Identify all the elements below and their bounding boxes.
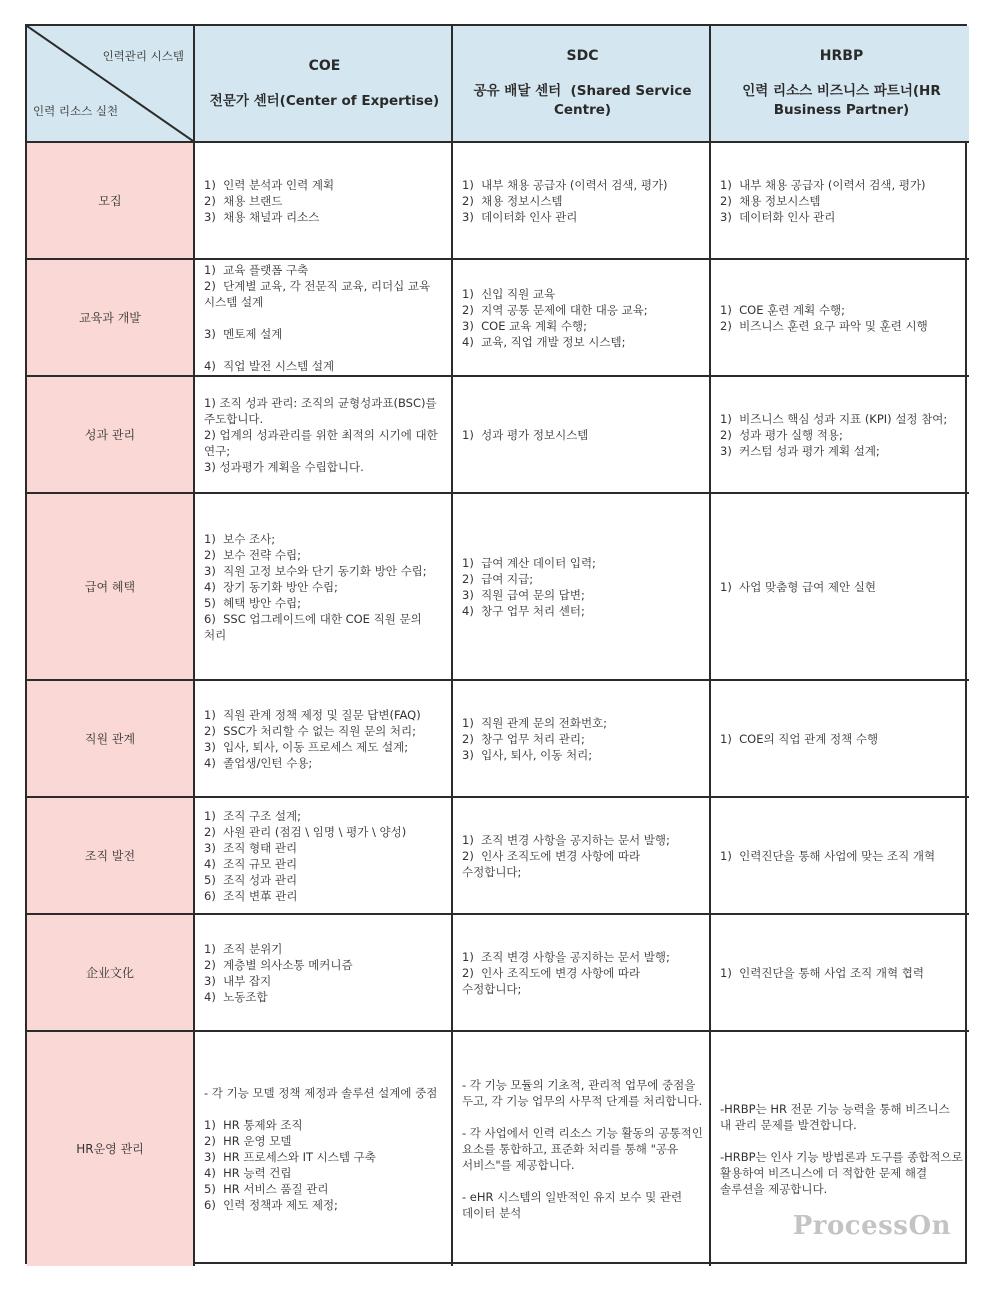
cell-corporate-culture-coe: 1) 조직 분위기 2) 계층별 의사소통 메커니즘 3) 내부 잡지 4) 노동조합 (195, 915, 453, 1032)
cell-employee-relations-sdc: 1) 직원 관계 문의 전화번호; 2) 창구 업무 처리 관리; 3) 입사, 퇴사, 이동 처리; (453, 681, 711, 798)
cell-hr-operations-coe: - 각 기능 모델 정책 제정과 솔루션 설계에 중점 1) HR 통제와 조직 2) HR 운영 모델 3) HR 프로세스와 IT 시스템 구축 4) HR 능력 건립 5) HR 서비스 품질 관리 6) 인력 정책과 제도 제정; (195, 1032, 453, 1266)
row-header-performance: 성과 관리 (27, 377, 195, 494)
column-header-hrbp (711, 26, 969, 143)
cell-performance-coe: 1) 조직 성과 관리: 조직의 균형성과표(BSC)를 주도합니다. 2) 업계의 성과관리를 위한 최적의 시기에 대한 연구; 3) 성과평가 계획을 수립합니다. (195, 377, 453, 494)
corner-header-cell (27, 26, 195, 143)
cell-org-development-coe: 1) 조직 구조 설계; 2) 사원 관리 (점검 \ 임명 \ 평가 \ 양성) 3) 조직 형태 관리 4) 조직 규모 관리 5) 조직 성과 관리 6) 조직 변革 관리 (195, 798, 453, 915)
cell-corporate-culture-sdc: 1) 조직 변경 사항을 공지하는 문서 발행; 2) 인사 조직도에 변경 사항에 따라 수정합니다; (453, 915, 711, 1032)
column-header-coe (195, 26, 453, 143)
column-abbr: HRBP (819, 48, 864, 64)
column-name: 인력 리소스 비즈니스 파트너(HR Business Partner) (742, 83, 946, 118)
row-header-employee-relations: 직원 관계 (27, 681, 195, 798)
cell-compensation-hrbp: 1) 사업 맞춤형 급여 제안 실현 (711, 494, 969, 681)
cell-hr-operations-hrbp: -HRBP는 HR 전문 기능 능력을 통해 비즈니스 내 관리 문제를 발견합니다. -HRBP는 인사 기능 방법론과 도구를 종합적으로 활용하여 비즈니스에 더 적합한 문제 해결 솔루션을 제공합니다. (720, 1102, 963, 1196)
cell-recruitment-hrbp: 1) 내부 채용 공급자 (이력서 검색, 평가) 2) 채용 정보시스템 3) 데이터화 인사 관리 (711, 143, 969, 260)
cell-training-coe: 1) 교육 플랫폼 구축 2) 단계별 교육, 각 전문직 교육, 리더십 교육 시스템 설계 3) 멘토제 설계 4) 직업 발전 시스템 설계 (195, 260, 453, 377)
row-header-corporate-culture: 企业文化 (27, 915, 195, 1032)
cell-performance-hrbp: 1) 비즈니스 핵심 성과 지표 (KPI) 설정 참여; 2) 성과 평가 실행 적용; 3) 커스텀 성과 평가 계획 설계; (711, 377, 969, 494)
cell-training-sdc: 1) 신입 직원 교육 2) 지역 공통 문제에 대한 대응 교육; 3) COE 교육 계획 수행; 4) 교육, 직업 개발 정보 시스템; (453, 260, 711, 377)
column-header-sdc (453, 26, 711, 143)
cell-org-development-hrbp: 1) 인력진단을 통해 사업에 맞는 조직 개혁 (711, 798, 969, 915)
column-abbr: COE (308, 57, 341, 74)
cell-employee-relations-hrbp: 1) COE의 직업 관계 정책 수행 (711, 681, 969, 798)
hr-matrix-table (25, 24, 967, 1264)
processon-watermark: ProcessOn (792, 1211, 951, 1241)
cell-recruitment-coe: 1) 인력 분석과 인력 계획 2) 채용 브랜드 3) 채용 채널과 리소스 (195, 143, 453, 260)
column-name: 공유 배달 센터 (Shared Service Centre) (473, 83, 697, 118)
cell-performance-sdc: 1) 성과 평가 정보시스템 (453, 377, 711, 494)
row-header-org-development: 조직 발전 (27, 798, 195, 915)
cell-corporate-culture-hrbp: 1) 인력진단을 통해 사업 조직 개혁 협력 (711, 915, 969, 1032)
row-header-recruitment: 모집 (27, 143, 195, 260)
cell-employee-relations-coe: 1) 직원 관계 정책 제정 및 질문 답변(FAQ) 2) SSC가 처리할 수 없는 직원 문의 처리; 3) 입사, 퇴사, 이동 프로세스 제도 설계; 4) 졸업생/인턴 수용; (195, 681, 453, 798)
row-header-hr-operations: HR운영 관리 (27, 1032, 195, 1266)
corner-bottom-left-label: 인력 리소스 실천 (33, 104, 119, 118)
cell-org-development-sdc: 1) 조직 변경 사항을 공지하는 문서 발행; 2) 인사 조직도에 변경 사항에 따라 수정합니다; (453, 798, 711, 915)
column-name: 전문가 센터(Center of Expertise) (209, 92, 440, 109)
column-abbr: SDC (566, 48, 599, 64)
cell-compensation-coe: 1) 보수 조사; 2) 보수 전략 수립; 3) 직원 고정 보수와 단기 동기화 방안 수립; 4) 장기 동기화 방안 수립; 5) 혜택 방안 수립; 6) SSC 업그레이드에 대한 COE 직원 문의 처리 (195, 494, 453, 681)
diagonal-line (27, 26, 193, 141)
cell-recruitment-sdc: 1) 내부 채용 공급자 (이력서 검색, 평가) 2) 채용 정보시스템 3) 데이터화 인사 관리 (453, 143, 711, 260)
cell-compensation-sdc: 1) 급여 계산 데이터 입력; 2) 급여 지급; 3) 직원 급여 문의 답변; 4) 창구 업무 처리 센터; (453, 494, 711, 681)
row-header-compensation: 급여 혜택 (27, 494, 195, 681)
corner-top-right-label: 인력관리 시스템 (102, 49, 184, 63)
row-header-training: 교육과 개발 (27, 260, 195, 377)
cell-training-hrbp: 1) COE 훈련 계획 수행; 2) 비즈니스 훈련 요구 파악 및 훈련 시행 (711, 260, 969, 377)
cell-hr-operations-sdc: - 각 기능 모듈의 기초적, 관리적 업무에 중점을 두고, 각 기능 업무의 사무적 단계를 처리합니다. - 각 사업에서 인력 리소스 기능 활동의 공통적인 요소를 통합하고, 표준화 처리를 통해 "공유 서비스"를 제공합니다. - eHR 시스템의 일반적인 유지 보수 및 관련 데이터 분석 (453, 1032, 711, 1266)
